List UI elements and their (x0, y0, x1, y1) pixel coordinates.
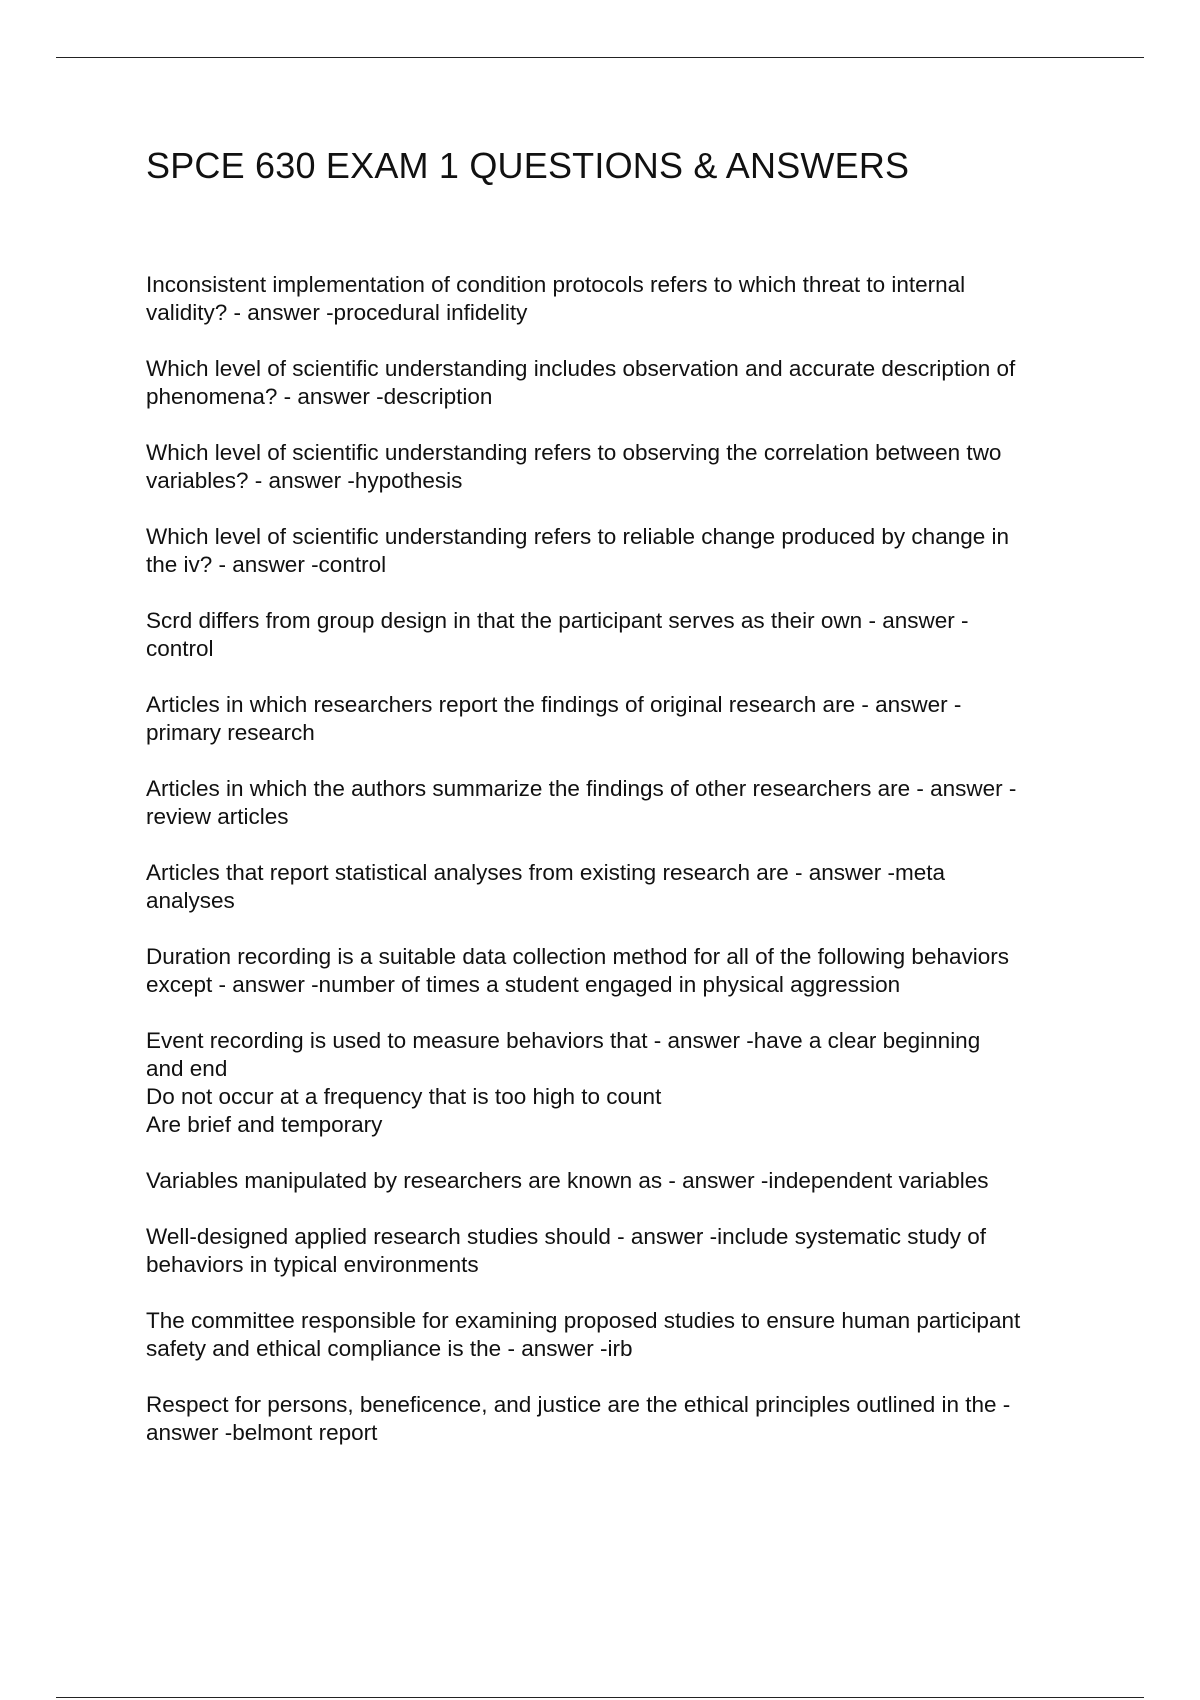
document-title: SPCE 630 EXAM 1 QUESTIONS & ANSWERS (146, 145, 910, 186)
qa-item-5: Scrd differs from group design in that the participant serves as their own - answer - control (146, 608, 969, 661)
qa-item-10: Event recording is used to measure behaviors that - answer -have a clear beginning and end Do not occur at a frequency that is too high to count Are brief and temporary (146, 1028, 981, 1137)
qa-item-12: Well-designed applied research studies should - answer -include systematic study of behaviors in typical environments (146, 1224, 987, 1277)
qa-item-2: Which level of scientific understanding includes observation and accurate description of phenomena? - answer -description (146, 356, 1016, 409)
qa-item-7: Articles in which the authors summarize the findings of other researchers are - answer - review articles (146, 776, 1017, 829)
qa-item-8: Articles that report statistical analyses from existing research are - answer -meta analyses (146, 860, 946, 913)
qa-item-3: Which level of scientific understanding refers to observing the correlation between two variables? - answer -hypothesis (146, 440, 1002, 493)
qa-item-11: Variables manipulated by researchers are known as - answer -independent variables (146, 1168, 989, 1193)
qa-item-14: Respect for persons, beneficence, and justice are the ethical principles outlined in the - answer -belmont report (146, 1392, 1011, 1445)
qa-item-4: Which level of scientific understanding refers to reliable change produced by change in the iv? - answer -control (146, 524, 1010, 577)
qa-item-9: Duration recording is a suitable data collection method for all of the following behaviors except - answer -number of times a student engaged in physical aggression (146, 944, 1009, 997)
bottom-divider (56, 1697, 1144, 1698)
qa-item-6: Articles in which researchers report the findings of original research are - answer - primary research (146, 692, 962, 745)
qa-list (146, 271, 1096, 1475)
top-divider (56, 57, 1144, 58)
qa-item-13: The committee responsible for examining proposed studies to ensure human participant safety and ethical compliance is the - answer -irb (146, 1308, 1021, 1361)
qa-item-1: Inconsistent implementation of condition protocols refers to which threat to internal validity? - answer -procedural infidelity (146, 272, 966, 325)
